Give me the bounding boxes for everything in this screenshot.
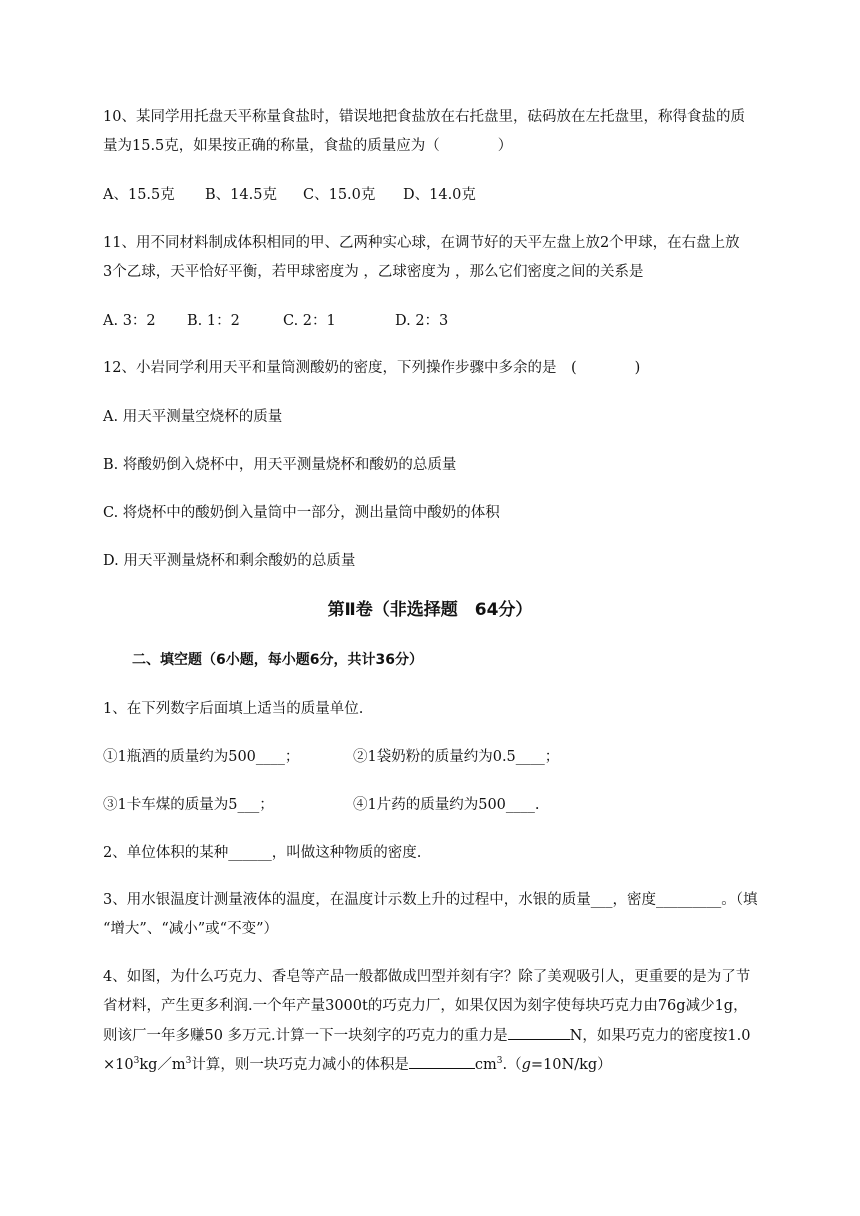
f4-weight-blank <box>508 1025 570 1040</box>
f4-line3 <box>103 1025 803 1046</box>
f1-item-2: ②1袋奶粉的质量约为0.5____； <box>353 749 560 765</box>
q11-line2: 3个乙球，天平恰好平衡，若甲球密度为 ，乙球密度为 ，那么它们密度之间的关系是 <box>103 264 644 280</box>
q11-options <box>103 311 803 331</box>
f4-line4-text-b: kg／m <box>139 1057 186 1073</box>
q11-option-b: B. 1：2 <box>187 313 240 329</box>
f4-line4-text-c: 计算，则一块巧克力减小的体积是 <box>191 1057 409 1073</box>
q10-options <box>103 185 803 205</box>
q11-line1: 11、用不同材料制成体积相同的甲、乙两种实心球，在调节好的天平左盘上放2个甲球，在右盘上放 <box>103 235 740 251</box>
q12-option-c: C. 将烧杯中的酸奶倒入量筒中一部分，测出量筒中酸奶的体积 <box>103 505 500 521</box>
q11-option-d: D. 2：3 <box>395 313 449 329</box>
f4-line4-text-f: =10N/kg） <box>530 1057 612 1073</box>
f1-item-1: ①1瓶酒的质量约为500____； <box>103 749 300 765</box>
f4-exponent-1: 3 <box>133 1056 140 1067</box>
q10-option-b: B、14.5克 <box>205 187 277 203</box>
f1-item-4: ④1片药的质量约为500____. <box>353 797 540 813</box>
f4-line4-text-e: .（ <box>502 1057 522 1073</box>
f3-line1: 3、用水银温度计测量液体的温度，在温度计示数上升的过程中，水银的质量___，密度_________。（填 <box>103 892 758 908</box>
f4-line4 <box>103 1054 803 1075</box>
f3-line2: “增大”、“减小”或“不变”） <box>103 921 278 937</box>
q12-stem: 12、小岩同学利用天平和量筒测酸奶的密度，下列操作步骤中多余的是 ( ) <box>103 360 641 376</box>
q10-option-d: D、14.0克 <box>403 187 476 203</box>
f1-item-3: ③1卡车煤的质量为5___； <box>103 797 274 813</box>
f4-volume-blank <box>409 1054 475 1069</box>
section-heading: 二、填空题（6小题，每小题6分，共计36分） <box>132 652 423 668</box>
q10-line2: 量为15.5克，如果按正确的称量，食盐的质量应为（ ） <box>103 138 513 154</box>
q11-option-a: A. 3：2 <box>103 313 156 329</box>
q12-option-a: A. 用天平测量空烧杯的质量 <box>103 409 283 425</box>
q10-option-a: A、15.5克 <box>103 187 175 203</box>
f1-row2 <box>103 795 803 815</box>
q12-option-d: D. 用天平测量烧杯和剩余酸奶的总质量 <box>103 553 356 569</box>
f1-row1 <box>103 747 803 767</box>
f4-exponent-3: 3 <box>496 1056 503 1067</box>
part2-title: 第Ⅱ卷（非选择题 64分） <box>327 600 533 620</box>
q11-option-c: C. 2：1 <box>283 313 336 329</box>
q10-option-c: C、15.0克 <box>303 187 376 203</box>
f1-stem: 1、在下列数字后面填上适当的质量单位. <box>103 701 364 717</box>
f4-line1: 4、如图，为什么巧克力、香皂等产品一般都做成凹型并刻有字？除了美观吸引人，更重要的是为了节 <box>103 969 751 985</box>
f4-line4-text-d: cm <box>474 1057 497 1073</box>
f4-g-symbol: g <box>521 1057 531 1073</box>
f4-line3-text-b: N，如果巧克力的密度按1.0 <box>569 1028 751 1044</box>
q10-line1: 10、某同学用托盘天平称量食盐时，错误地把食盐放在右托盘里，砝码放在左托盘里，称得食盐的质 <box>103 109 745 125</box>
f4-exponent-2: 3 <box>185 1056 192 1067</box>
f4-line3-text-a: 则该厂一年多赚50 多万元.计算一下一块刻字的巧克力的重力是 <box>103 1028 508 1044</box>
q12-option-b: B. 将酸奶倒入烧杯中，用天平测量烧杯和酸奶的总质量 <box>103 457 457 473</box>
f4-line4-text-a: ×10 <box>103 1057 134 1073</box>
f4-line2: 省材料，产生更多利润.一个年产量3000t的巧克力厂，如果仅因为刻字使每块巧克力由76g减少1g， <box>103 998 748 1014</box>
f2-stem: 2、单位体积的某种______，叫做这种物质的密度. <box>103 845 422 861</box>
